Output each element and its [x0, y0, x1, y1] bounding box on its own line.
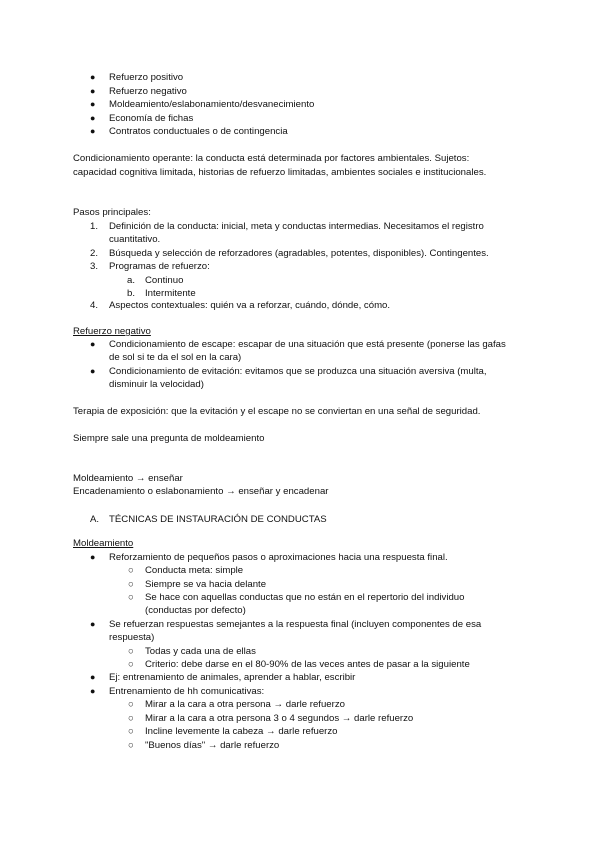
list-item: Reforzamiento de pequeños pasos o aproximaciones hacia una respuesta final.: [109, 552, 448, 563]
list-item: (conductas por defecto): [145, 605, 246, 616]
circle-bullet-icon: ○: [128, 726, 134, 737]
list-item: Mirar a la cara a otra persona 3 o 4 segundos → darle refuerzo: [145, 713, 414, 724]
step-text: cuantitativo.: [109, 234, 161, 245]
list-item: Ej: entrenamiento de animales, aprender a hablar, escribir: [109, 672, 356, 683]
step-number: 1.: [90, 221, 99, 232]
section-heading: Moldeamiento: [73, 538, 134, 549]
list-item: Refuerzo negativo: [109, 86, 187, 97]
circle-bullet-icon: ○: [128, 646, 134, 657]
bullet-icon: ●: [90, 339, 96, 349]
list-item: Incline levemente la cabeza → darle refuerzo: [145, 726, 338, 737]
paragraph-line: Siempre sale una pregunta de moldeamiento: [73, 433, 265, 444]
bullet-icon: ●: [90, 72, 96, 82]
circle-bullet-icon: ○: [128, 713, 134, 724]
circle-bullet-icon: ○: [128, 699, 134, 710]
section-heading: Refuerzo negativo: [73, 326, 151, 337]
circle-bullet-icon: ○: [128, 565, 134, 576]
list-item: Criterio: debe darse en el 80-90% de las veces antes de pasar a la siguiente: [145, 659, 470, 670]
paragraph-line: Terapia de exposición: que la evitación y el escape no se conviertan en una señal de seguridad.: [73, 406, 481, 417]
list-item: de sol si te da el sol en la cara): [109, 352, 242, 363]
list-item: Se refuerzan respuestas semejantes a la respuesta final (incluyen componentes de esa: [109, 619, 482, 630]
list-item: Moldeamiento/eslabonamiento/desvanecimiento: [109, 99, 315, 110]
bullet-icon: ●: [90, 86, 96, 96]
section-letter: A.: [90, 514, 100, 525]
step-number: 3.: [90, 261, 99, 272]
list-item: Conducta meta: simple: [145, 565, 244, 576]
bullet-icon: ●: [90, 126, 96, 136]
step-text: Aspectos contextuales: quién va a reforzar, cuándo, dónde, cómo.: [109, 300, 391, 311]
substep-letter: a.: [127, 275, 136, 286]
list-item: respuesta): [109, 632, 155, 643]
list-item: Entrenamiento de hh comunicativas:: [109, 686, 265, 697]
substep-text: Intermitente: [145, 288, 196, 299]
bullet-icon: ●: [90, 113, 96, 123]
circle-bullet-icon: ○: [128, 592, 134, 603]
bullet-icon: ●: [90, 366, 96, 376]
list-item: Siempre se va hacia delante: [145, 579, 267, 590]
list-item: disminuir la velocidad): [109, 379, 204, 390]
list-item: Condicionamiento de escape: escapar de una situación que está presente (ponerse las gafas: [109, 339, 506, 350]
step-text: Definición de la conducta: inicial, meta y conductas intermedias. Necesitamos el registro: [109, 221, 484, 232]
circle-bullet-icon: ○: [128, 579, 134, 590]
bullet-icon: ●: [90, 99, 96, 109]
bullet-icon: ●: [90, 619, 96, 629]
list-item: "Buenos días" → darle refuerzo: [145, 740, 280, 751]
paragraph-line: capacidad cognitiva limitada, historias de refuerzo limitadas, ambientes sociales e institucionales.: [73, 167, 487, 178]
paragraph-line: Condicionamiento operante: la conducta está determinada por factores ambientales. Sujetos:: [73, 153, 470, 164]
substep-letter: b.: [127, 288, 136, 299]
bullet-icon: ●: [90, 672, 96, 682]
step-number: 2.: [90, 248, 99, 259]
bullet-icon: ●: [90, 686, 96, 696]
list-item: Todas y cada una de ellas: [145, 646, 256, 657]
section-title: TÉCNICAS DE INSTAURACIÓN DE CONDUCTAS: [109, 514, 327, 525]
steps-heading: Pasos principales:: [73, 207, 151, 218]
list-item: Condicionamiento de evitación: evitamos que se produzca una situación aversiva (multa,: [109, 366, 487, 377]
step-number: 4.: [90, 300, 99, 311]
paragraph-line: Encadenamiento o eslabonamiento → enseñar y encadenar: [73, 486, 329, 497]
circle-bullet-icon: ○: [128, 659, 134, 670]
paragraph-line: Moldeamiento → enseñar: [73, 473, 183, 484]
substep-text: Continuo: [145, 275, 184, 286]
list-item: Economía de fichas: [109, 113, 194, 124]
step-text: Búsqueda y selección de reforzadores (agradables, potentes, disponibles). Contingentes.: [109, 248, 489, 259]
bullet-icon: ●: [90, 552, 96, 562]
step-text: Programas de refuerzo:: [109, 261, 210, 272]
list-item: Se hace con aquellas conductas que no están en el repertorio del individuo: [145, 592, 465, 603]
list-item: Mirar a la cara a otra persona → darle refuerzo: [145, 699, 345, 710]
circle-bullet-icon: ○: [128, 740, 134, 751]
list-item: Contratos conductuales o de contingencia: [109, 126, 288, 137]
list-item: Refuerzo positivo: [109, 72, 184, 83]
